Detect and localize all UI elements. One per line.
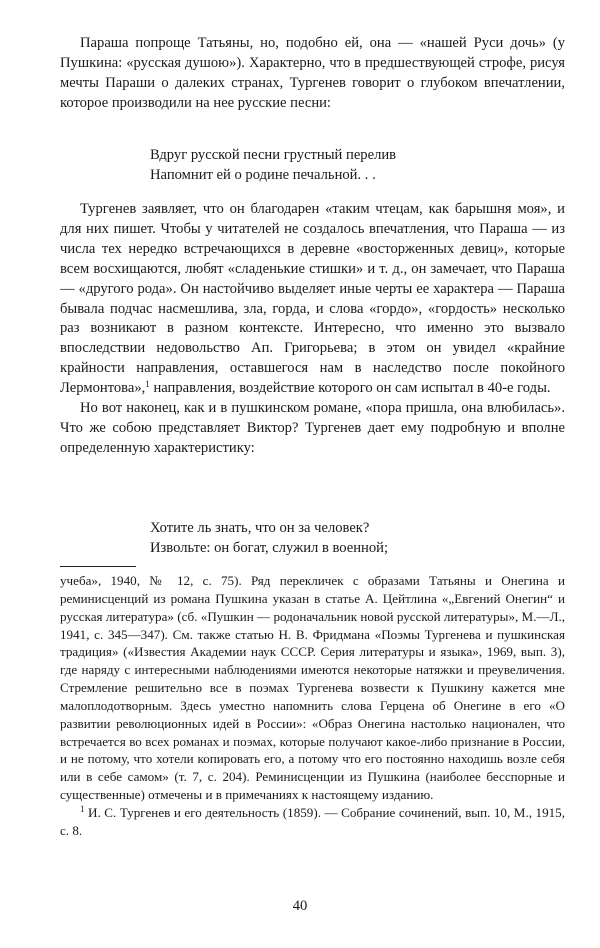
verse-line: Хотите ль знать, что он за человек? [150, 520, 370, 536]
footnote-divider [60, 566, 136, 567]
footnote-ref: 1 [145, 379, 150, 390]
footnote-marker: 1 [80, 803, 85, 814]
paragraph-parasha [60, 34, 565, 114]
paragraph-text-part: направления, воздействие которого он сам испытал в 40-е годы. [149, 380, 551, 397]
footnotes [60, 572, 565, 840]
footnote-continuation: учеба», 1940, № 12, с. 75). Ряд перекличек с образами Татьяны и Онегина и реминисценций из романа Пушкина указан в статье А. Цейтлина «„Евгений Онегин“ и русская литература» (сб. «Пушкин — родоначальник новой русской литературы», М.—Л., 1941, с. 345—347). См. также статью Н. В. Фридмана «Поэмы Тургенева и пушкинская традиция» («Известия Академии наук СССР. Серия литературы и языка», 1969, вып. 3), где наряду с интересными наблюдениями имеются некоторые натяжки и преувеличения. Стремление решительно все в поэмах Тургенева возвести к Пушкину кажется мне малоплодотворным. Здесь уместно напомнить слова Герцена об Онегине в его «О развитии революционных идей в России»: «Образ Онегина настолько национален, что встречается во всех романах и поэмах, которые получают какое-либо признание в России, и не потому, что хотели копировать его, а потому что его постоянно находишь возле себя или в себе самом» (т. 7, с. 204). Реминисценции из Пушкина (наиболее бесспорные и существенные) отмечены и в примечаниях к настоящему изданию. [60, 573, 565, 803]
verse-line: Напомнит ей о родине печальной. . . [150, 166, 376, 183]
paragraph-text: Но вот наконец, как и в пушкинском романе, «пора пришла, она влюбилась». Что же собою представляет Виктор? Тургенев дает ему подробную и вполне определенную характеристику: [60, 400, 565, 456]
paragraph-text: Параша попроще Татьяны, но, подобно ей, она — «нашей Руси дочь» (у Пушкина: «русская душою»). Характерно, что в предшествующей строфе, рисуя мечты Параши о далеких странах, Тургенев говорит о глубоком впечатлении, которое производили на нее русские песни: [60, 35, 565, 111]
paragraph-text [60, 200, 565, 399]
verse-line: Вдруг русской песни грустный перелив [150, 147, 397, 163]
verse-quote-2 [150, 519, 388, 559]
page-number: 40 [292, 898, 308, 914]
footnote-1 [60, 804, 565, 840]
paragraph-turgenev [60, 200, 565, 459]
verse-line: Извольте: он богат, служил в военной; [150, 539, 389, 556]
verse-quote-1 [150, 146, 396, 186]
paragraph-text-part: Тургенев заявляет, что он благодарен «таким чтецам, как барышня моя», и для них пишет. Чтобы у читателей не создалось впечатления, что Параша — из числа тех нередко встречающихся в деревне «восторженных девиц», которые всем восхищаются, любят «сладенькие стишки» и т. д., он замечает, что Параша — «другого рода». Он настойчиво выделяет иные черты ее характера — Параша бывала подчас насмешлива, зла, горда, и слова «гордо», «гордость» несколько раз возникают в разном контексте. Интересно, что именно это вызвало впоследствии недовольство Ап. Григорьева; в этом он увидел «крайние крайности направления, оставшегося нам в наследство после покойного Лермонтова», [60, 201, 565, 397]
footnote-text: И. С. Тургенев и его деятельность (1859). — Собрание сочинений, вып. 10, М., 1915, с. 8. [60, 804, 565, 838]
